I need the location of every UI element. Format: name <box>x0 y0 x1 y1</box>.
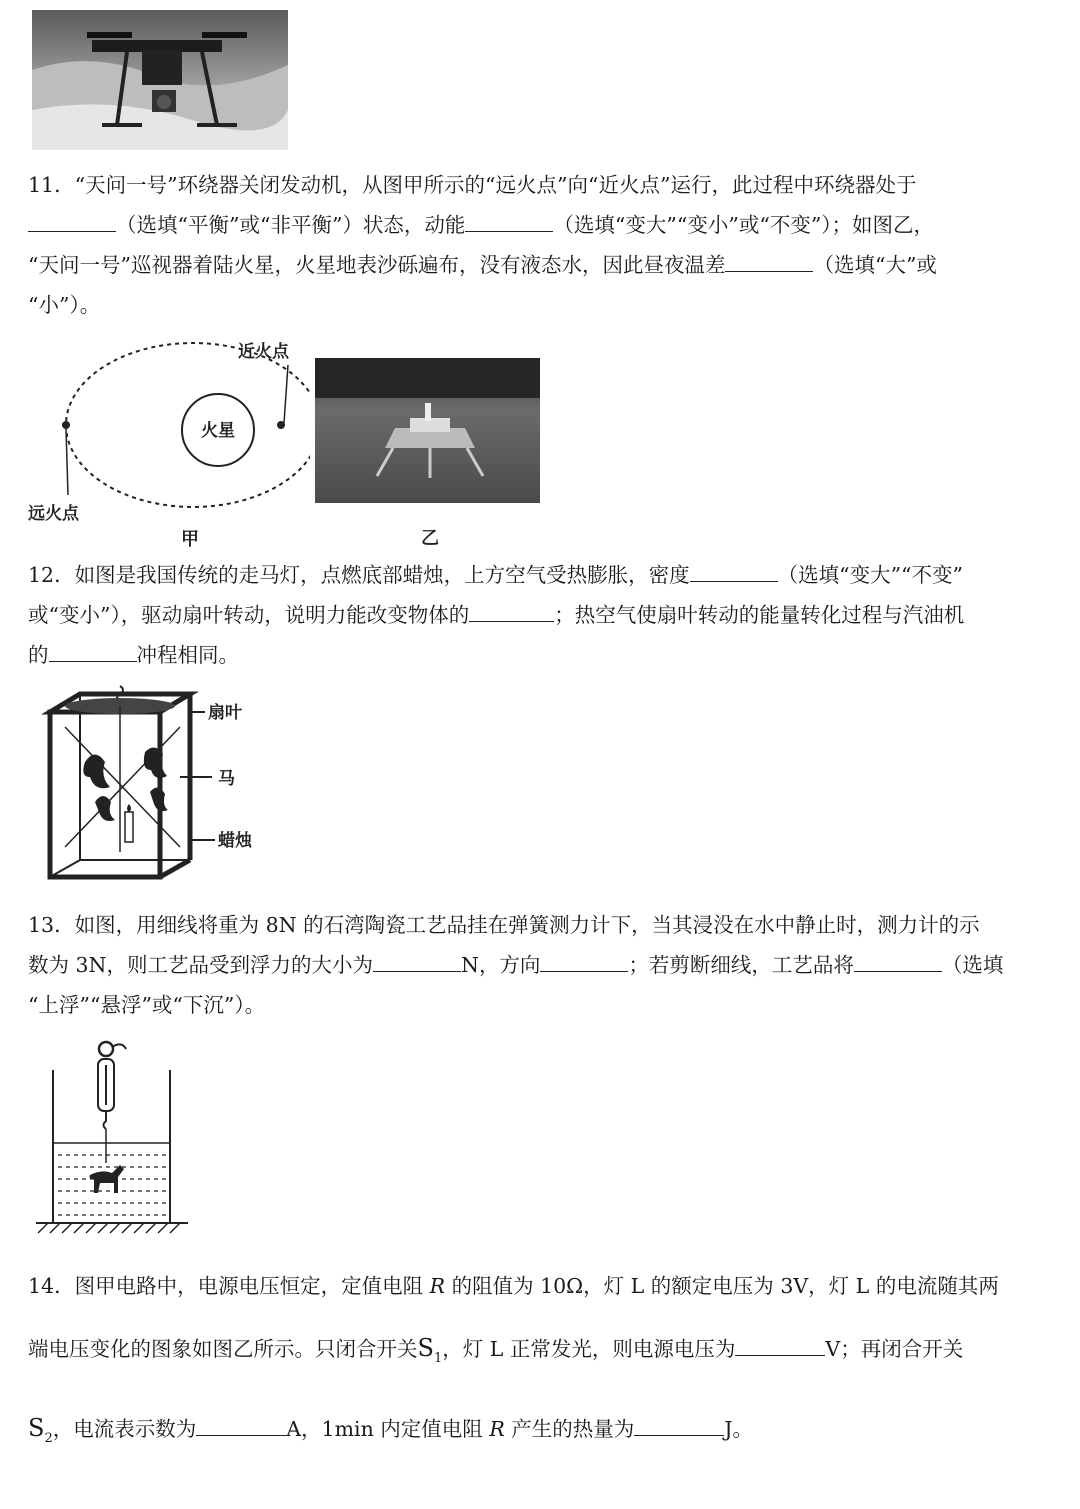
q11-line1: 11．“天问一号”环绕器关闭发动机，从图甲所示的“远火点”向“近火点”运行，此过程中环绕器处于 <box>28 173 917 197</box>
q14-text-8: 产生的热量为 <box>504 1416 635 1441</box>
spring-scale-diagram <box>28 1035 198 1240</box>
question-13 <box>28 905 1058 1025</box>
q14-text-9: J。 <box>724 1416 753 1441</box>
q14-switch-s1: $S_1$ <box>417 1334 443 1366</box>
q11-text-6: “小”）。 <box>28 293 101 317</box>
q12-line1: 12．如图是我国传统的走马灯，点燃底部蜡烛，上方空气受热膨胀，密度 <box>28 563 690 587</box>
q11-text-2: （选填“平衡”或“非平衡”）状态，动能 <box>116 213 466 237</box>
caption-yi-wrap <box>410 522 450 552</box>
drone-illustration <box>32 10 288 150</box>
question-14 <box>28 1255 1058 1477</box>
q13-blank-3[interactable] <box>854 949 942 972</box>
rover-photo <box>315 358 540 503</box>
q13-text-2: 数为 3N，则工艺品受到浮力的大小为 <box>28 953 373 977</box>
near-point-label: 近火点 <box>238 342 289 362</box>
caption-yi: 乙 <box>421 528 439 549</box>
question-11 <box>28 165 1058 325</box>
horse-label: 马 <box>218 769 235 789</box>
q11-text-3: （选填“变大”“变小”或“不变”）；如图乙， <box>553 213 935 237</box>
orbit-diagram <box>20 335 310 555</box>
q12-blank-2[interactable] <box>469 599 554 622</box>
q14-blank-2[interactable] <box>196 1413 286 1436</box>
q14-blank-1[interactable] <box>735 1333 825 1356</box>
far-leader <box>66 429 68 495</box>
q12-text-5: 的 <box>28 643 49 667</box>
q11-blank-3[interactable] <box>725 249 813 272</box>
far-point-label: 远火点 <box>28 504 79 524</box>
q13-text-6: “上浮”“悬浮”或“下沉”）。 <box>28 993 266 1017</box>
q13-line1: 13．如图，用细线将重为 8N 的石湾陶瓷工艺品挂在弹簧测力计下，当其浸没在水中静止时，测力计的示 <box>28 913 980 937</box>
q12-text-4: ；热空气使扇叶转动的能量转化过程与汽油机 <box>554 603 965 627</box>
q11-text-5: （选填“大”或 <box>813 253 937 277</box>
q11-text-4: “天问一号”巡视器着陆火星，火星地表沙砾遍布，没有液态水，因此昼夜温差 <box>28 253 726 277</box>
q14-text-4: ，灯 L 正常发光，则电源电压为 <box>442 1337 736 1361</box>
q14-r-symbol-2: R <box>489 1416 505 1441</box>
near-leader <box>284 365 288 423</box>
caption-jia: 甲 <box>181 529 199 550</box>
q14-text-2: 的阻值为 10Ω，灯 L 的额定电压为 3V，灯 L 的电流随其两 <box>445 1274 999 1298</box>
q12-text-6: 冲程相同。 <box>136 643 239 667</box>
q12-blank-3[interactable] <box>49 639 137 662</box>
q14-text-3: 端电压变化的图象如图乙所示。只闭合开关 <box>28 1337 418 1361</box>
q13-text-5: （选填 <box>941 953 1004 977</box>
mars-label: 火星 <box>201 421 235 441</box>
q13-blank-2[interactable] <box>540 949 628 972</box>
question-12 <box>28 555 1058 675</box>
far-point-dot <box>62 421 70 429</box>
q13-blank-1[interactable] <box>373 949 461 972</box>
q14-switch-s2: $S_2$ <box>28 1413 53 1446</box>
q12-text-2: （选填“变大”“不变” <box>777 563 964 587</box>
q14-blank-3[interactable] <box>634 1413 724 1436</box>
q14-text-6: ，电流表示数为 <box>52 1416 197 1441</box>
q14-text-7: A，1min 内定值电阻 <box>286 1416 490 1441</box>
q11-blank-1[interactable] <box>28 209 116 232</box>
q14-text-5: V；再闭合开关 <box>825 1337 964 1361</box>
drone-photo <box>32 10 288 150</box>
q13-text-3: N，方向 <box>461 953 541 977</box>
q13-text-4: ；若剪断细线，工艺品将 <box>628 953 854 977</box>
q12-text-3: 或“变小”），驱动扇叶转动，说明力能改变物体的 <box>28 603 470 627</box>
q11-blank-2[interactable] <box>465 209 553 232</box>
q14-text-1: 14．图甲电路中，电源电压恒定，定值电阻 <box>28 1274 430 1298</box>
orbit-ellipse <box>66 343 310 507</box>
q14-r-symbol-1: R <box>429 1274 446 1298</box>
q12-blank-1[interactable] <box>690 559 778 582</box>
lantern-diagram <box>40 682 270 892</box>
candle-label: 蜡烛 <box>218 831 252 851</box>
fan-label: 扇叶 <box>208 703 242 723</box>
